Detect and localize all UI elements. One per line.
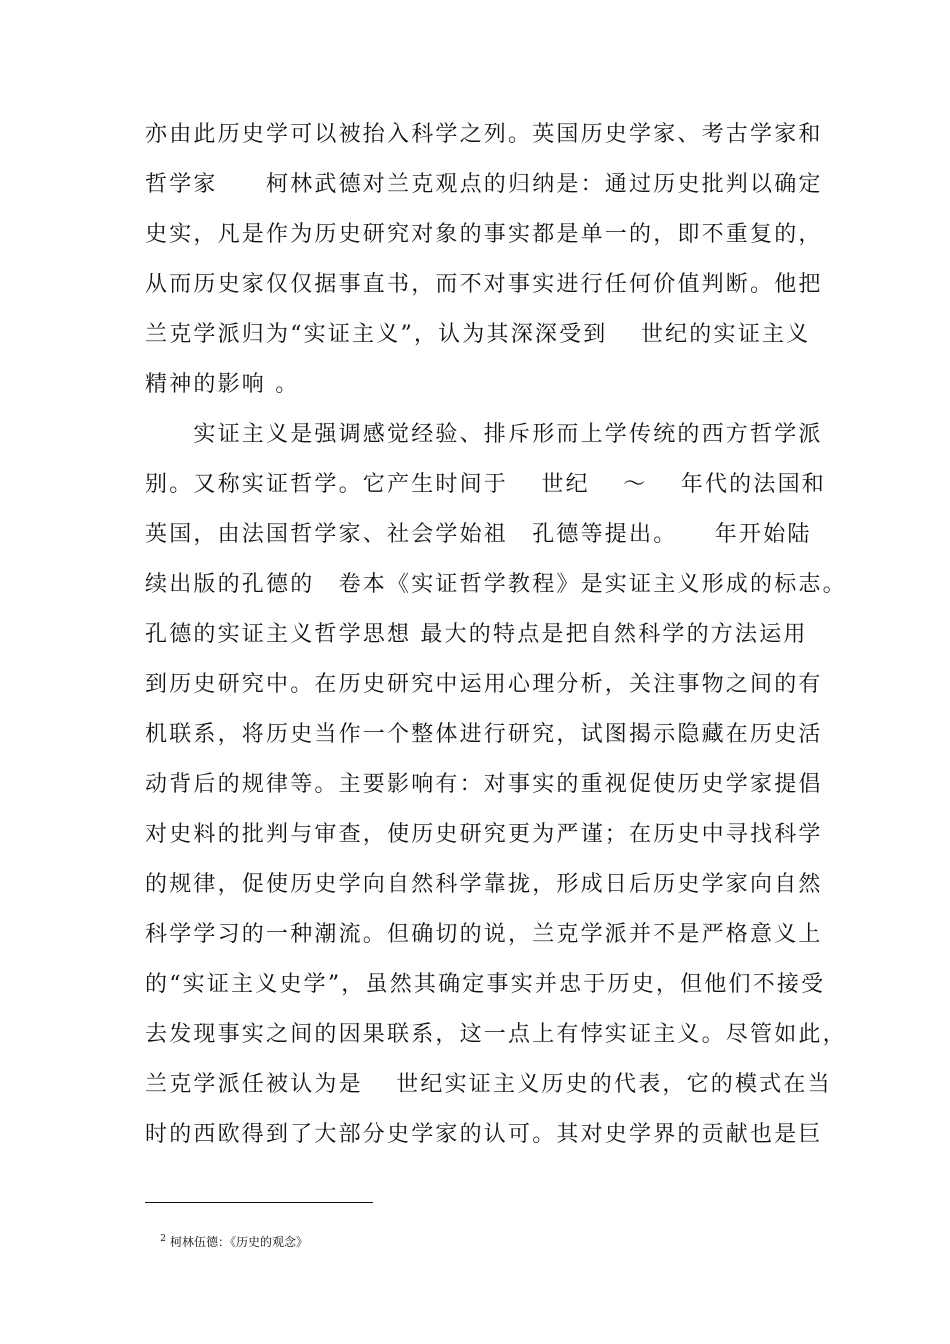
body-line: 孔德的实证主义哲学思想 最大的特点是把自然科学的方法运用 <box>145 622 808 647</box>
body-line: 从而历史家仅仅据事直书，而不对事实进行任何价值判断。他把 <box>145 272 823 297</box>
footnote-number: 2 <box>160 1234 166 1244</box>
body-line: 英国，由法国哲学家、社会学始祖 孔德等提出。 年开始陆 <box>145 522 812 547</box>
body-line: 科学学习的一种潮流。但确切的说，兰克学派并不是严格意义上 <box>145 922 823 947</box>
footnote <box>145 1215 308 1266</box>
body-line: 到历史研究中。在历史研究中运用心理分析，关注事物之间的有 <box>145 672 823 697</box>
footnote-text: 柯林伍德：《历史的观念》 <box>170 1235 309 1249</box>
body-line: 对史料的批判与审查，使历史研究更为严谨；在历史中寻找科学 <box>145 822 823 847</box>
body-line: 实证主义是强调感觉经验、排斥形而上学传统的西方哲学派 <box>145 422 823 447</box>
body-line: 动背后的规律等。主要影响有：对事实的重视促使历史学家提倡 <box>145 772 823 797</box>
body-line: 时的西欧得到了大部分史学家的认可。其对史学界的贡献也是巨 <box>145 1122 823 1147</box>
body-line: 兰克学派归为“实证主义”，认为其深深受到 世纪的实证主义 <box>145 322 811 347</box>
body-line: 别。又称实证哲学。它产生时间于 世纪 ～ 年代的法国和 <box>145 472 826 497</box>
body-line: 的“实证主义史学”，虽然其确定事实并忠于历史，但他们不接受 <box>145 972 826 997</box>
body-line: 的规律，促使历史学向自然科学靠拢，形成日后历史学家向自然 <box>145 872 823 897</box>
body-line: 精神的影响 。 <box>145 372 300 397</box>
body-line: 亦由此历史学可以被抬入科学之列。英国历史学家、考古学家和 <box>145 122 823 147</box>
body-line: 去发现事实之间的因果联系，这一点上有悖实证主义。尽管如此， <box>145 1022 847 1047</box>
body-line: 兰克学派任被认为是 世纪实证主义历史的代表，它的模式在当 <box>145 1072 832 1097</box>
body-line: 机联系，将历史当作一个整体进行研究，试图揭示隐藏在历史活 <box>145 722 823 747</box>
body-line: 史实，凡是作为历史研究对象的事实都是单一的，即不重复的， <box>145 222 823 247</box>
body-line: 续出版的孔德的 卷本《实证哲学教程》是实证主义形成的标志。 <box>145 572 847 597</box>
footnote-divider <box>145 1202 373 1203</box>
body-line: 哲学家 柯林武德对兰克观点的归纳是：通过历史批判以确定 <box>145 172 823 197</box>
